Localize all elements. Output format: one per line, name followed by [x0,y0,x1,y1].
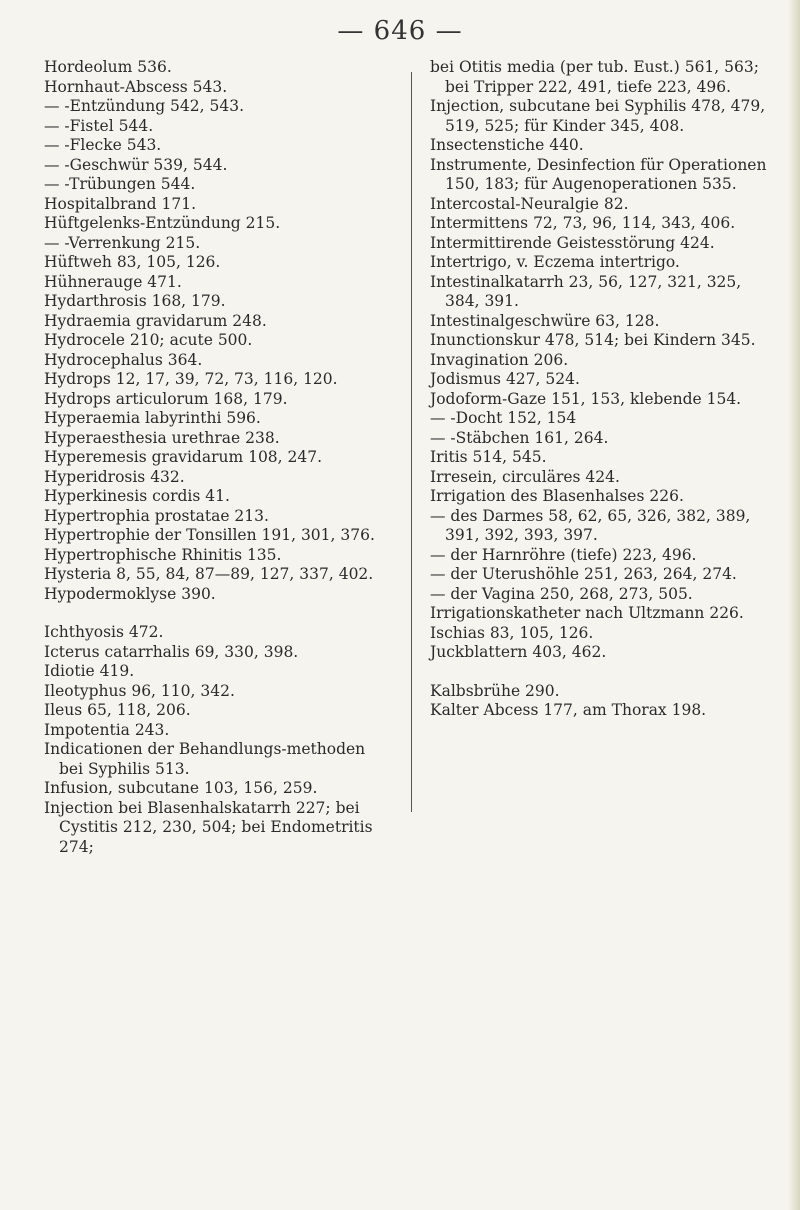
index-entry: Hornhaut-Abscess 543. [44,77,228,96]
index-entry: bei Otitis media (per tub. Eust.) 561, 563; bei Tripper 222, 491, tiefe 223, 496. [430,58,759,96]
index-entry: Jodismus 427, 524. [430,370,580,388]
index-entry: Intertrigo, v. Eczema intertrigo. [430,253,680,271]
index-entry: — -Fistel 544. [44,116,154,135]
index-entry: Hypertrophia prostatae 213. [44,506,269,525]
index-entry: Hydrocele 210; acute 500. [44,331,253,349]
index-entry: Hyperaemia labyrinthi 596. [44,409,261,427]
index-entry: — der Uterushöhle 251, 263, 264, 274. [430,565,737,583]
index-entry: Hüftweh 83, 105, 126. [44,253,221,271]
index-entry: Hypodermoklyse 390. [44,584,216,603]
index-entry: Hydrops 12, 17, 39, 72, 73, 116, 120. [44,370,338,388]
index-entry: Invagination 206. [430,350,569,369]
index-entry: Hyperidrosis 432. [44,467,185,486]
index-entry: Idiotie 419. [44,662,135,680]
index-entry: Indicationen der Behandlungs-methoden bei Syphilis 513. [44,740,366,778]
index-entry: Kalbsbrühe 290. [430,681,560,700]
index-entry: Irrigation des Blasenhalses 226. [430,487,684,505]
index-entry: Hospitalbrand 171. [44,194,197,213]
page-number: — 646 — [337,16,463,46]
index-column-left [44,58,392,857]
index-entry: Kalter Abcess 177, am Thorax 198. [430,701,707,719]
index-entry: Inunctionskur 478, 514; bei Kindern 345. [430,331,756,349]
index-entry: Hyperaesthesia urethrae 238. [44,428,280,447]
index-entry: Intestinalkatarrh 23, 56, 127, 321, 325, 384, 391. [430,272,742,310]
index-entry: Hypertrophische Rhinitis 135. [44,545,282,564]
index-entry: Ileotyphus 96, 110, 342. [44,681,235,700]
column-divider [411,72,412,812]
index-column-right [430,58,778,721]
index-entry: Iritis 514, 545. [430,448,547,466]
index-entry: Ileus 65, 118, 206. [44,701,191,719]
index-entry: Ischias 83, 105, 126. [430,623,594,642]
index-entry: — der Vagina 250, 268, 273, 505. [430,584,693,603]
index-entry: Jodoform-Gaze 151, 153, klebende 154. [430,389,742,408]
index-entry: — -Flecke 543. [44,136,162,154]
index-entry: Irrigationskatheter nach Ultzmann 226. [430,604,744,622]
index-entry: Hüftgelenks-Entzündung 215. [44,214,281,232]
index-entry: Ichthyosis 472. [44,623,164,641]
index-entry: Irresein, circuläres 424. [430,467,620,486]
index-entry: Hydarthrosis 168, 179. [44,292,226,310]
index-entry: Instrumente, Desinfection für Operationen 150, 183; für Augenoperationen 535. [430,155,767,193]
index-entry: Hydraemia gravidarum 248. [44,311,267,330]
index-entry: — des Darmes 58, 62, 65, 326, 382, 389, 391, 392, 393, 397. [430,506,751,544]
page-edge-shadow [788,0,800,1210]
index-entry: Hydrocephalus 364. [44,350,203,369]
index-entry: Hysteria 8, 55, 84, 87—89, 127, 337, 402. [44,565,374,583]
index-entry: Hyperemesis gravidarum 108, 247. [44,448,323,466]
index-entry: Infusion, subcutane 103, 156, 259. [44,779,318,797]
index-entry: — der Harnröhre (tiefe) 223, 496. [430,545,697,564]
index-entry: — -Verrenkung 215. [44,233,201,252]
index-entry: Icterus catarrhalis 69, 330, 398. [44,642,299,661]
index-entry: — -Stäbchen 161, 264. [430,428,609,447]
index-entry: Impotentia 243. [44,720,170,739]
index-entry: — -Geschwür 539, 544. [44,155,228,174]
index-entry: Hühnerauge 471. [44,272,182,291]
index-entry: Intermittens 72, 73, 96, 114, 343, 406. [430,214,736,232]
index-entry: Hydrops articulorum 168, 179. [44,389,288,408]
index-entry: Injection bei Blasenhalskatarrh 227; bei Cystitis 212, 230, 504; bei Endometritis 274; [44,798,373,856]
index-entry: Intercostal-Neuralgie 82. [430,194,629,213]
index-entry: Juckblattern 403, 462. [430,643,607,661]
index-entry: Intestinalgeschwüre 63, 128. [430,311,660,330]
index-entry: Hyperkinesis cordis 41. [44,487,230,505]
index-entry: Hordeolum 536. [44,58,172,76]
index-entry: Hypertrophie der Tonsillen 191, 301, 376. [44,526,375,544]
index-entry: Insectenstiche 440. [430,136,584,154]
index-entry: Intermittirende Geistesstörung 424. [430,233,715,252]
index-entry: Injection, subcutane bei Syphilis 478, 479, 519, 525; für Kinder 345, 408. [430,97,766,135]
index-entry: — -Trübungen 544. [44,175,196,193]
index-entry: — -Docht 152, 154 [430,409,577,427]
index-entry: — -Entzündung 542, 543. [44,97,245,115]
